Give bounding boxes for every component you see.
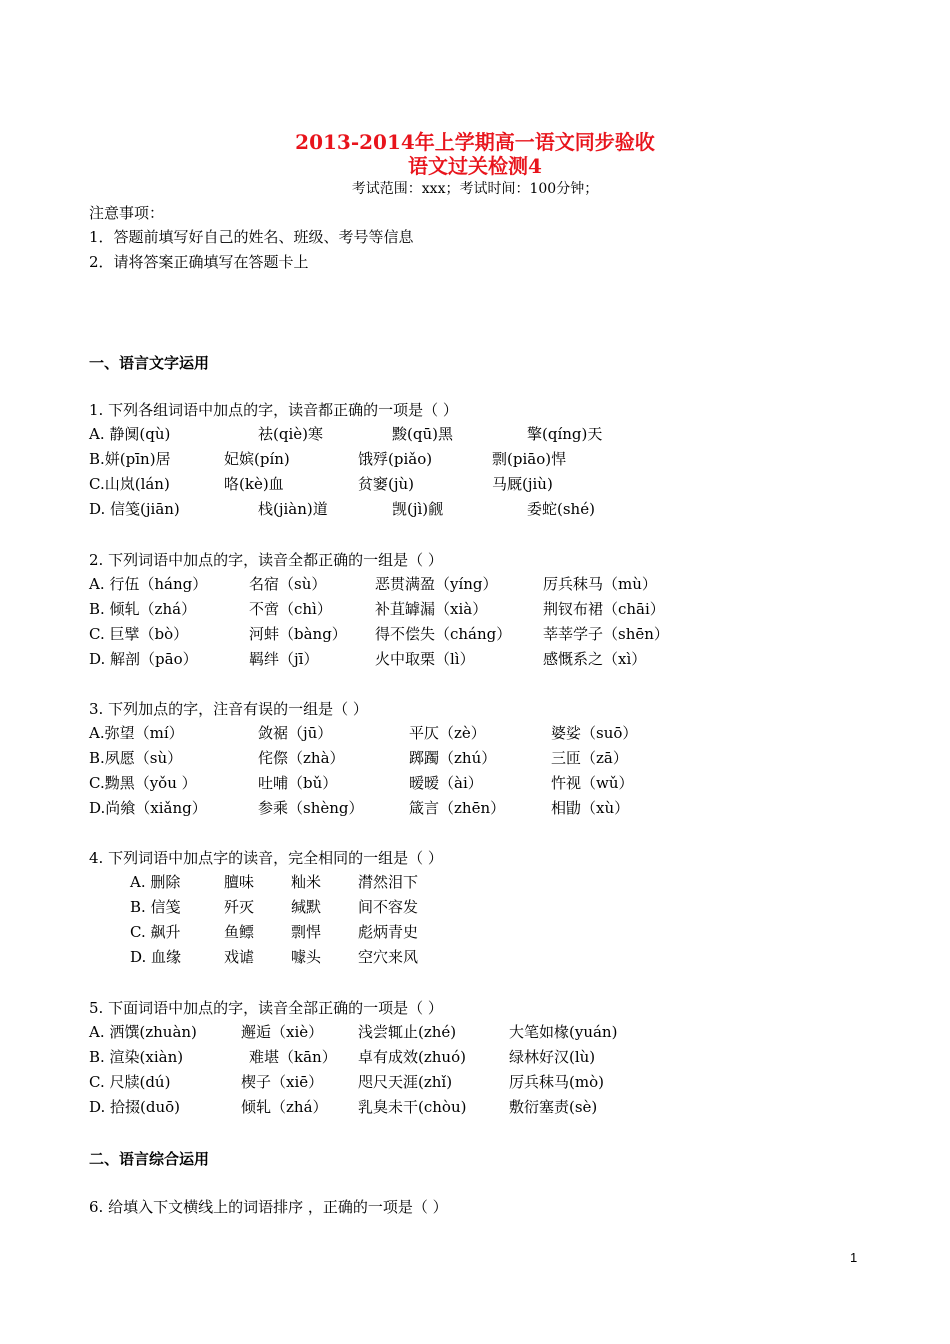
option-cell: 潸然泪下: [358, 873, 419, 891]
question-stem: 4. 下列词语中加点字的读音，完全相同的一组是（ ）: [89, 849, 443, 867]
option-cell: 擎(qíng)天: [527, 425, 603, 443]
exam-subtitle: 语文过关检测4: [408, 154, 542, 178]
option-cell: 侘傺（zhà）: [258, 749, 345, 767]
option-cell: C.黝黑（yǒu ）: [89, 774, 197, 792]
option-cell: 黢(qū)黑: [392, 425, 453, 443]
question-stem: 5. 下面词语中加点的字，读音全部正确的一项是（ ）: [89, 999, 443, 1017]
option-cell: 恶贯满盈（yíng）: [375, 575, 498, 593]
option-cell: C. 尺牍(dú): [89, 1073, 171, 1091]
option-cell: 卓有成效(zhuó): [358, 1048, 466, 1066]
option-cell: C. 巨擘（bò）: [89, 625, 189, 643]
option-cell: 敷衍塞责(sè): [509, 1098, 598, 1116]
option-cell: B. 信笺: [130, 898, 181, 916]
option-cell: 戏谑: [224, 948, 255, 966]
section-heading: 二、语言综合运用: [89, 1150, 210, 1168]
option-cell: B. 倾轧（zhá）: [89, 600, 197, 618]
option-cell: 祛(qiè)寒: [258, 425, 323, 443]
option-cell: 名宿（sù）: [249, 575, 327, 593]
option-cell: 踯躅（zhú）: [409, 749, 497, 767]
option-cell: 火中取栗（lì）: [375, 650, 475, 668]
option-cell: 缄默: [291, 898, 322, 916]
option-cell: 厉兵秣马(mò): [509, 1073, 604, 1091]
option-cell: A. 行伍（háng）: [89, 575, 208, 593]
option-cell: 剽悍: [291, 923, 322, 941]
option-cell: 相勖（xù）: [551, 799, 630, 817]
option-cell: A.弥望（mí）: [89, 724, 184, 742]
option-cell: 补苴罅漏（xià）: [375, 600, 488, 618]
option-cell: 妃嫔(pín): [224, 450, 290, 468]
option-cell: 莘莘学子（shēn）: [543, 625, 669, 643]
option-cell: 难堪（kān）: [249, 1048, 337, 1066]
option-cell: 邂逅（xiè）: [241, 1023, 324, 1041]
option-cell: 忤视（wǔ）: [551, 774, 634, 792]
option-cell: 楔子（xiē）: [241, 1073, 324, 1091]
option-cell: 浅尝辄止(zhé): [358, 1023, 457, 1041]
option-cell: B.夙愿（sù）: [89, 749, 183, 767]
option-cell: 得不偿失（cháng）: [375, 625, 512, 643]
option-cell: D. 拾掇(duō): [89, 1098, 181, 1116]
question-stem: 6. 给填入下文横线上的词语排序 ，正确的一项是（ ）: [89, 1198, 448, 1216]
option-cell: 空穴来风: [358, 948, 419, 966]
question-stem: 1. 下列各组词语中加点的字，读音都正确的一项是（ ）: [89, 401, 458, 419]
option-cell: 咫尺天涯(zhǐ): [358, 1073, 453, 1091]
option-cell: 歼灭: [224, 898, 255, 916]
option-cell: 参乘（shèng）: [258, 799, 364, 817]
option-cell: D. 信笺(jiān): [89, 500, 180, 518]
option-cell: 间不容发: [358, 898, 419, 916]
option-cell: 觊(jì)觎: [392, 500, 444, 518]
option-cell: 噱头: [291, 948, 322, 966]
question-stem: 2. 下列词语中加点的字，读音全都正确的一组是（ ）: [89, 551, 443, 569]
option-cell: 吐哺（bǔ）: [258, 774, 338, 792]
option-cell: 河蚌（bàng）: [249, 625, 347, 643]
page-number: 1: [850, 1250, 858, 1265]
notes-item: 1．答题前填写好自己的姓名、班级、考号等信息: [89, 228, 414, 246]
option-cell: 平仄（zè）: [409, 724, 486, 742]
option-cell: A. 静阒(qù): [89, 425, 171, 443]
option-cell: 羁绊（jī）: [249, 650, 319, 668]
option-cell: 膻味: [224, 873, 255, 891]
option-cell: 婆娑（suō）: [551, 724, 638, 742]
option-cell: 箴言（zhēn）: [409, 799, 506, 817]
option-cell: 不啻（chì）: [249, 600, 332, 618]
exam-title: 2013-2014年上学期高一语文同步验收: [295, 130, 655, 154]
option-cell: 荆钗布裙（chāi）: [543, 600, 665, 618]
option-cell: B.姘(pīn)居: [89, 450, 171, 468]
option-cell: 鱼鳔: [224, 923, 255, 941]
option-cell: D. 解剖（pāo）: [89, 650, 198, 668]
section-heading: 一、语言文字运用: [89, 354, 210, 372]
option-cell: B. 渲染(xiàn): [89, 1048, 184, 1066]
option-cell: D.尚飨（xiǎng）: [89, 799, 207, 817]
question-stem: 3. 下列加点的字，注音有误的一组是（ ）: [89, 700, 368, 718]
option-cell: 栈(jiàn)道: [258, 500, 328, 518]
option-cell: 贫窭(jù): [358, 475, 415, 493]
option-cell: C.山岚(lán): [89, 475, 170, 493]
option-cell: 感慨系之（xì）: [543, 650, 647, 668]
option-cell: 饿殍(piǎo): [358, 450, 433, 468]
option-cell: 马厩(jiù): [492, 475, 553, 493]
option-cell: 咯(kè)血: [224, 475, 284, 493]
option-cell: 籼米: [291, 873, 322, 891]
option-cell: C. 飙升: [130, 923, 181, 941]
option-cell: A. 删除: [130, 873, 181, 891]
option-cell: A. 洒馔(zhuàn): [89, 1023, 197, 1041]
option-cell: 彪炳青史: [358, 923, 419, 941]
option-cell: 乳臭未干(chòu): [358, 1098, 467, 1116]
option-cell: 倾轧（zhá）: [241, 1098, 328, 1116]
notes-item: 2．请将答案正确填写在答题卡上: [89, 253, 309, 271]
option-cell: 委蛇(shé): [527, 500, 595, 518]
option-cell: 大笔如椽(yuán): [509, 1023, 618, 1041]
exam-info: 考试范围：xxx；考试时间：100分钟；: [351, 181, 599, 197]
option-cell: 敛裾（jū）: [258, 724, 333, 742]
option-cell: 三匝（zā）: [551, 749, 628, 767]
option-cell: 厉兵秣马（mù）: [543, 575, 657, 593]
option-cell: 剽(piāo)悍: [492, 450, 567, 468]
option-cell: 暧暧（ài）: [409, 774, 483, 792]
option-cell: 绿林好汉(lù): [509, 1048, 596, 1066]
notes-label: 注意事项：: [89, 204, 165, 222]
option-cell: D. 血缘: [130, 948, 182, 966]
